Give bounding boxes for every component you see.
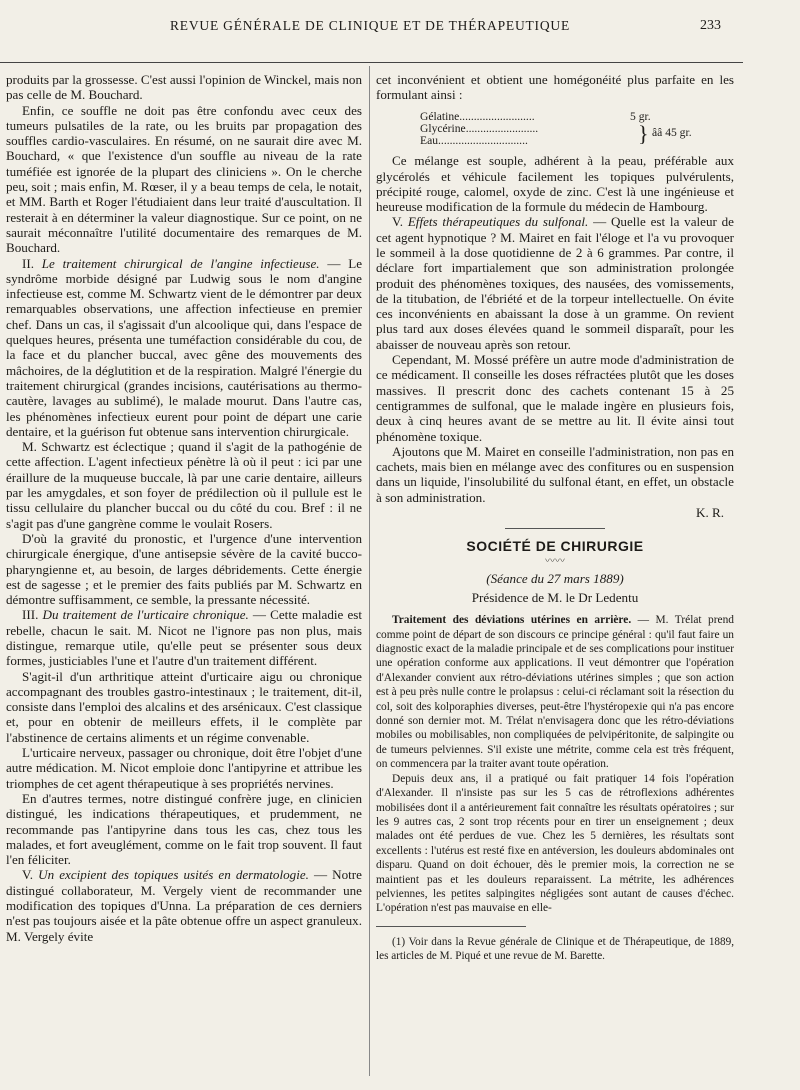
page-number: 233 bbox=[700, 18, 721, 33]
section-title: Effets thérapeutiques du sulfonal. bbox=[407, 214, 589, 230]
section-number: V. bbox=[392, 214, 404, 230]
section-title: Le traitement chirurgical de l'angine infectieuse. bbox=[41, 255, 320, 271]
brace-symbol: } bbox=[638, 120, 649, 146]
running-header bbox=[0, 14, 800, 42]
paragraph: M. Schwartz est éclectique ; quand il s'agit de la pathogénie de cette affection. L'agent infectieux pénètre là où il peut : ici par une éraillure de la muqueuse buccale, là par une carie dentaire, ailleurs par les amygdales, et son foyer de prédilection où il pullule est le tissu cellulaire du plancher buccal ou du côté du cou. Bref : il ne s'agit pas d'une gangrène comme le voulait Rosers. bbox=[6, 439, 362, 531]
paragraph: Cependant, M. Mossé préfère un autre mode d'administration de ce médicament. Il conseille les doses réfractées plutôt que les doses massives. Il prescrit donc des cachets contenant 15 à 25 centigrammes de sulfonal, que le malade ingère en plusieurs fois, deux à cinq heures avant de se mettre au lit. Il évite ainsi tout phénomène toxique. bbox=[376, 352, 734, 444]
section-heading-urticaire bbox=[6, 607, 362, 668]
report-title: Traitement des déviations utérines en arrière. bbox=[392, 614, 632, 627]
paragraph: Enfin, ce souffle ne doit pas être confondu avec ceux des tumeurs pulsatiles de la rate, ou les bruits par propagation des souffles cardio-vasculaires. En résumé, on ne saurait dire avec M. Bouchard, « que l'existence d'un souffle au niveau de la rate tuméfiée est ignorée de la plupart des cliniciens ». On le cherche peu, soit ; mais enfin, M. Rœser, il y a beau temps de cela, le notait, et MM. Barth et Roger l'étudiaient dans leur traité d'auscultation. Il resterait à en déterminer la valeur diagnostique. Sur ce point, on ne saurait méconnaître l'utilité documentaire des remarques de M. Bouchard. bbox=[6, 102, 362, 256]
column-divider bbox=[369, 66, 370, 1076]
recipe-quantity: 5 gr. bbox=[630, 109, 651, 123]
running-title: REVUE GÉNÉRALE DE CLINIQUE ET DE THÉRAPEUTIQUE bbox=[170, 18, 571, 33]
session-date: (Séance du 27 mars 1889) bbox=[486, 570, 624, 586]
recipe-ingredient: Glycérine......................... bbox=[420, 121, 539, 135]
footnote-rule bbox=[376, 926, 526, 927]
footnote: (1) Voir dans la Revue générale de Clinique et de Thérapeutique, de 1889, les articles de M. Piqué et une revue de M. Barette. bbox=[376, 935, 734, 962]
section-number: V. bbox=[22, 867, 34, 883]
paragraph: En d'autres termes, notre distingué confrère juge, en clinicien distingué, les indications thérapeutiques, et prudemment, ne recommande pas l'antipyrine dans tous les cas, chez tous les malades, et fort aveuglément, comme on le fait trop souvent. Il faut l'en féliciter. bbox=[6, 790, 362, 868]
author-signature: K. R. bbox=[695, 505, 724, 521]
paragraph: D'où la gravité du pronostic, et l'urgence d'une intervention chirurgicale énergique, d'une antisepsie sévère de la cavité bucco-pharyngienne et, au besoin, de larges débridements. Cette énergie est de sagesse ; et le premier des faits publiés par M. Schwartz en démontre suffisamment, ce semble, la pressante nécessité. bbox=[6, 530, 362, 608]
paragraph: S'agit-il d'un arthritique atteint d'urticaire aigu ou chronique accompagnant des troubles gastro-intestinaux ; le traitement, dit-il, consiste dans l'emploi des alcalins et des arsénicaux. C'est classique et, pour en obtenir de meilleurs effets, il le complète par l'abstinence de certains aliments et un régime convenable. bbox=[6, 668, 362, 745]
section-heading-excipient bbox=[6, 867, 362, 943]
recipe-ingredient: Eau............................... bbox=[420, 134, 528, 147]
recipe-shared-quantity: ââ 45 gr. bbox=[652, 125, 692, 139]
paragraph: Ajoutons que M. Mairet en conseille l'administration, non pas en cachets, mais bien en mélange avec des confitures ou en suspension dans un liquide, l'insolubilité du sulfonal étant, en effet, un obstacle à son administration. bbox=[376, 443, 734, 505]
report-paragraph: Depuis deux ans, il a pratiqué ou fait pratiquer 14 fois l'opération d'Alexander. Il n'insiste pas sur les 5 cas de rétroflexions adhérentes mobilisées dont il a antérieurement fait connaître les résultats opératoires ; sur les 9 autres cas, 2 sont trop récents pour en tirer un enseignement ; deux malades ont été perdues de vue. Chez les 5 dernières, les résultats sont excellents : l'utérus est resté fixe en antéversion, les douleurs abdominales ont disparu. Quand on doit échouer, dès le premier mois, la correction ne se maintient pas et les douleurs reparaissent. La métrite, les adhérences pelviennes, les petites salpingites négligées sont autant de causes d'échec. L'opération n'est pas mauvaise en elle- bbox=[376, 772, 734, 915]
section-title: Un excipient des topiques usités en dermatologie. bbox=[38, 867, 309, 883]
header-rule bbox=[0, 62, 743, 63]
separator-rule bbox=[505, 528, 605, 529]
ornament-flourish: 〰〰 bbox=[545, 555, 565, 567]
society-title: SOCIÉTÉ DE CHIRURGIE bbox=[466, 538, 644, 555]
left-column bbox=[6, 72, 362, 1077]
recipe-ingredient: Gélatine.......................... bbox=[420, 109, 535, 123]
report-paragraph bbox=[376, 613, 734, 771]
paragraph: produits par la grossesse. C'est aussi l'opinion de Winckel, mais non pas celle de M. Bouchard. bbox=[6, 72, 362, 103]
paragraph: — Quelle est la valeur de cet agent hypnotique ? M. Mairet en fait l'éloge et l'a vu provoquer le sommeil à la dose quotidienne de 2 à 6 grammes. Par contre, il déclare fort impartialement que son administration prolongée produit des phénomènes toxiques, des nausées, des vomissements, de la titubation, de l'ébriété et de la torpeur intellectuelle. On évite ces inconvénients en abaissant la dose à un gramme. On revient plus tard aux doses élevées quand le sommeil disparaît, pour les abaisser de nouveau après son retour. bbox=[376, 214, 734, 352]
recipe-formula bbox=[420, 111, 734, 148]
recipe-row bbox=[420, 111, 734, 123]
report-text: — M. Trélat prend comme point de départ de son discours ce principe général : qu'il faut faire un diagnostic exact de la maladie principale et de ses complications pour instituer une opération conforme aux applications. Il veut démontrer que l'opération d'Alexander convient aux rétro-déviations utérines simples ; que son action est à peu près nulle contre le prolapsus : celui-ci réclamant soit la résection du col, soit des kolporaphies diverses, peut-être l'hystéropexie qui n'a pas encore donné son dernier mot. M. Trélat n'envisagera donc que les rétro-déviations mobiles ou mobilisables, non compliquées de pelvipéritonite, de salpingite ou de tumeurs pelviennes. S'il existe une métrite, comme cela est très fréquent, on commencera par la traiter avant toute opération. bbox=[376, 614, 734, 771]
paragraph: — Cette maladie est rebelle, chacun le sait. M. Nicot ne l'ignore pas non plus, mais distingue, remarque utile, qu'elle peut se présenter sous deux formes, justiciables l'une et l'autre d'un traitement différent. bbox=[6, 607, 362, 669]
section-number: II. bbox=[22, 255, 34, 271]
section-number: III. bbox=[22, 607, 39, 623]
paragraph: — Notre distingué collaborateur, M. Vergely vient de recommander une modification des topiques d'Unna. La préparation de ces derniers n'est pas toujours aisée et la pâte obtenue offre un aspect granuleux. M. Vergely évite bbox=[6, 867, 362, 944]
right-column bbox=[376, 72, 734, 1082]
paragraph: — Le syndrôme morbide désigné par Ludwig sous le nom d'angine infectieuse est, comme M. Schwartz vient de le démontrer par deux remarquables observations, une affection infectieuse en premier chef. Dans un cas, il s'agissait d'un alcoolique qui, dans l'espace de quelques heures, présenta une tuméfaction considérable du cou, de la face et du plancher buccal, avec gêne des mouvements des mâchoires, de la déglutition et de la respiration. Malgré l'énergie du traitement chirurgical (grandes incisions, cautérisations au thermo-cautère, lavages au sublimé), le malade mourut. Dans l'autre cas, les phénomènes infectieux eurent pour point de départ une carie dentaire, et la guérison fut obtenue sans intervention chirurgicale. bbox=[6, 255, 362, 439]
presidence-line: Présidence de M. le Dr Ledentu bbox=[471, 589, 639, 605]
section-heading-sulfonal bbox=[376, 214, 734, 352]
paragraph: cet inconvénient et obtient une homégonéité plus parfaite en les formulant ainsi : bbox=[376, 72, 734, 103]
section-title: Du traitement de l'urticaire chronique. bbox=[42, 607, 249, 623]
paragraph: L'urticaire nerveux, passager ou chronique, doit être l'objet d'une autre médication. M. Nicot emploie donc l'antipyrine et attribue les triomphes de cet agent thérapeutique à ses propriétés nervines. bbox=[6, 745, 362, 791]
society-report bbox=[376, 613, 734, 916]
section-heading-angine bbox=[6, 256, 362, 440]
paragraph: Ce mélange est souple, adhérent à la peau, préférable aux glycérolés et véhicule facilement les topiques pulvérulents, précipité rouge, calomel, oxyde de zinc. C'est là une ingénieuse et heureuse modification de la formule du médecin de Hambourg. bbox=[376, 153, 734, 215]
